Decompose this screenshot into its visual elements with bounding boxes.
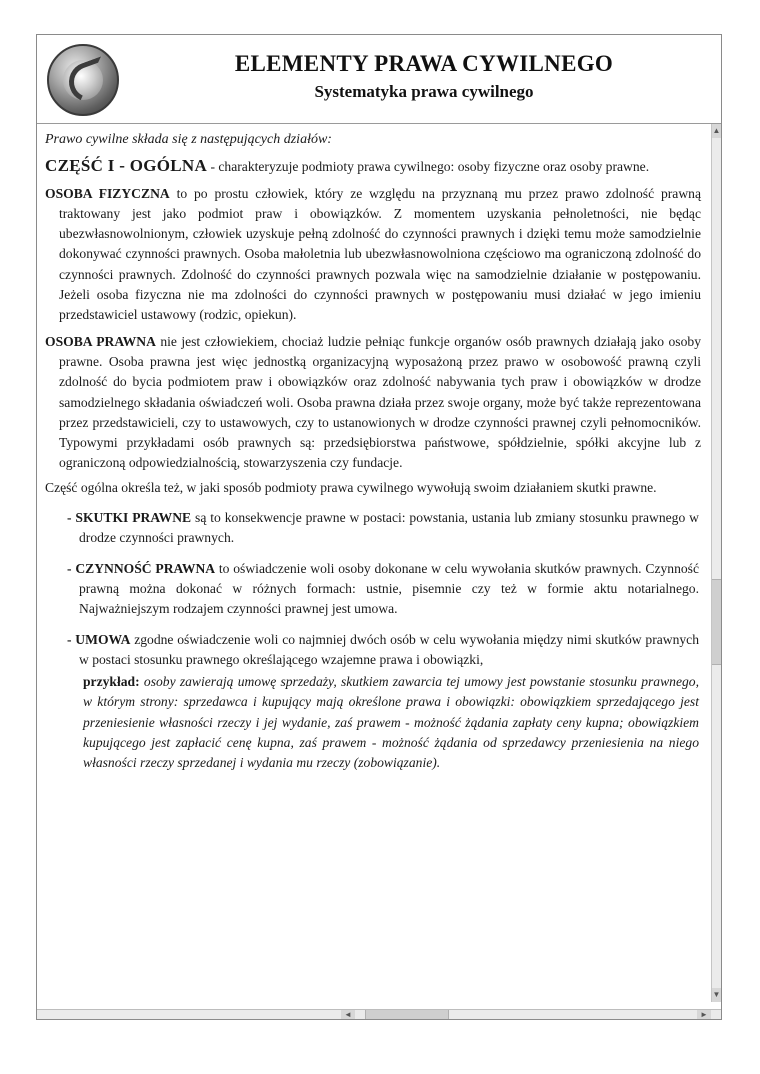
legal-act-heading: - CZYNNOŚĆ PRAWNA [67,560,216,576]
document-window [36,34,722,1020]
content-area [37,124,711,1000]
legal-effects-text: są to konsekwencje prawne w postaci: powstania, ustania lub zmiany stosunku prawnego w drodze czynności prawnych. [79,510,699,546]
legal-act-text: to oświadczenie woli osoby dokonane w celu wywołania skutków prawnych. Czynność prawną można dokonać w różnych formach: ustnie, pisemnie czy też w formie aktu notarialnego. Najważniejszym rodzajem czynności prawnej jest umowa. [79,560,699,617]
intro-text: Prawo cywilne składa się z następujących działów: [45,132,332,147]
logo-icon [47,44,119,116]
bullet-contract [37,620,711,671]
general-part-text: Część ogólna określa też, w jaki sposób podmioty prawa cywilnego wywołują swoim działaniem skutki prawne. [45,479,657,495]
section-part-one [37,156,711,177]
contract-heading: - UMOWA [67,631,131,647]
legal-effects-heading: - SKUTKI PRAWNE [67,510,192,526]
section-legal-person [37,332,711,474]
natural-person-heading: OSOBA FIZYCZNA [45,185,170,201]
bullet-legal-effects [37,498,711,549]
part-one-heading: CZĘŚĆ I - OGÓLNA [45,156,208,176]
contract-text: zgodne oświadczenie woli co najmniej dwóch osób w celu wywołania między nimi skutków prawnych w postaci stosunku prawnego określającego wzajemne prawa i obowiązki, [79,631,699,667]
legal-person-text: nie jest człowiekiem, chociaż ludzie pełniąc funkcje organów osób prawnych działają jako osoby prawne. Osoba prawna jest więc jednostką organizacyjną wyposażoną przez prawo w osobowość prawną czyli zdolność do bycia podmiotem praw i obowiązków oraz zdolność nabywania tych praw i obowiązków w drodze samodzielnego składania oświadczeń woli. Osoba prawna działa przez swoje organy, może być także reprezentowana przez przedstawicieli, czy to ustawowych, czy to ustanowionych w drodze czynności prawnej czyli pełnomocników. Typowymi przykładami osób prawnych są: przedsiębiorstwa państwowe, spółdzielnie, spółki akcyjne lub z ograniczoną odpowiedzialnością, stowarzyszenia czy fundacje. [59,333,701,471]
part-one-text: - charakteryzuje podmioty prawa cywilnego: osoby fizyczne oraz osoby prawne. [207,159,650,175]
section-natural-person [37,184,711,326]
horizontal-scroll-thumb[interactable] [365,1010,449,1019]
natural-person-text: to po prostu człowiek, który ze względu na przyznaną mu przez prawo zdolność prawną traktowany jest jako podmiot praw i obowiązków. Z momentem uzyskania pełnoletności, nie będąc ubezwłasnowolnionym, człowiek uzyskuje pełną zdolność do czynności prawnych i dzięki temu może samodzielnie dokonywać czynności prawnych. Osoba małoletnia lub ubezwłasnowolniona częściowo ma ograniczoną zdolność do czynności prawnych. Zdolność do czynności prawnych pozwala więc na samodzielnie działanie w postępowaniu. Jeżeli osoba fizyczna nie ma zdolności do czynności prawnych w postępowaniu musi działać w jego imieniu przedstawiciel ustawowy (rodzic, opiekun). [59,185,701,323]
page-title: ELEMENTY PRAWA CYWILNEGO [234,51,614,76]
horizontal-scrollbar[interactable] [37,1009,721,1019]
vertical-scrollbar[interactable] [711,124,721,1002]
scroll-down-icon[interactable]: ▼ [712,988,721,1002]
header [37,35,721,124]
scroll-right-icon[interactable]: ► [697,1010,711,1019]
example-label: przykład: [83,674,140,690]
example-text [37,670,711,773]
legal-person-heading: OSOBA PRAWNA [45,333,156,349]
scroll-up-icon[interactable]: ▲ [712,124,721,138]
page-subtitle: Systematyka prawa cywilnego [314,82,534,101]
bullet-legal-act [37,549,711,620]
example-body: osoby zawierają umowę sprzedaży, skutkiem zawarcia tej umowy jest powstanie stosunku prawnego, w którym strony: sprzedawca i kupujący mają określone prawa i obowiązki: obowiązkiem sprzedającego jest przeniesienie własności rzeczy i jej wydanie, zaś prawem - możność żądania zapłaty ceny kupna; obowiązkiem kupującego jest zapłacić cenę kupna, zaś prawem - możność żądania od sprzedawcy przeniesienia na niego własności rzeczy sprzedanej i wydania mu rzeczy (zobowiązanie). [83,674,699,771]
scroll-left-icon[interactable]: ◄ [341,1010,355,1019]
vertical-scroll-thumb[interactable] [712,579,721,665]
